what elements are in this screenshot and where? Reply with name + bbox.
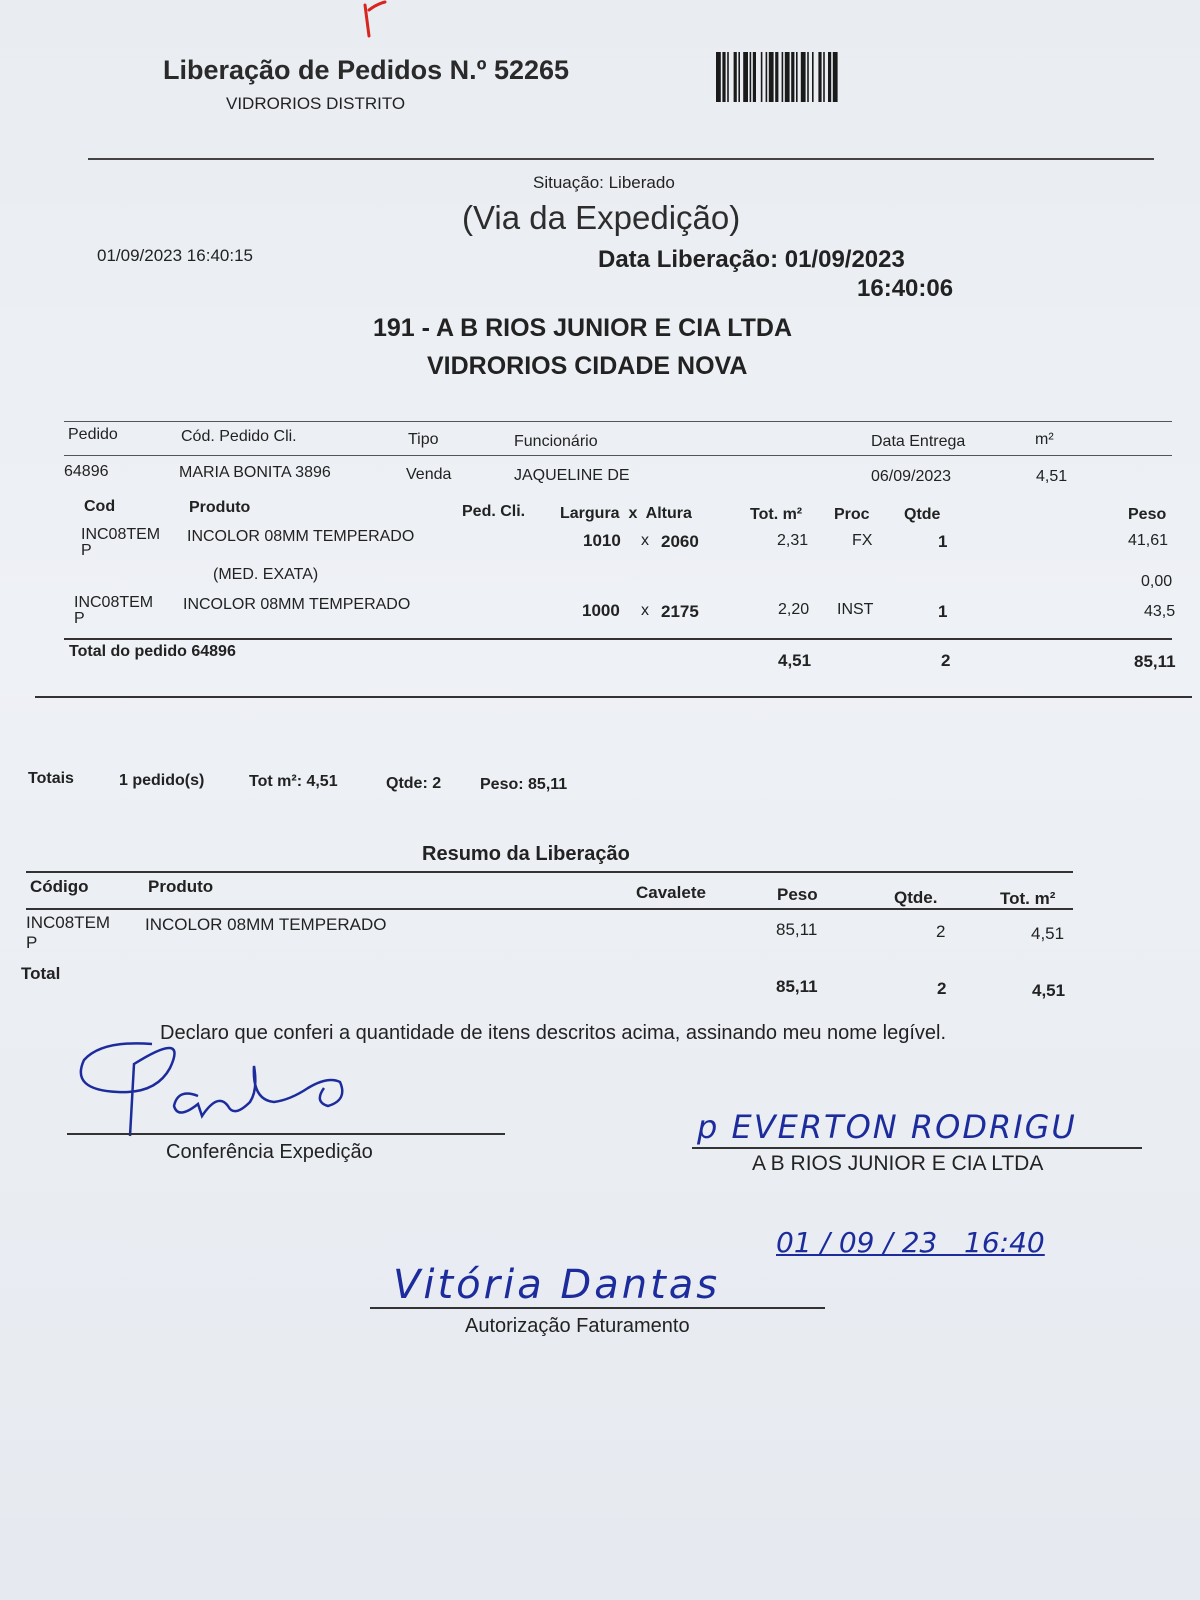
item-2-proc: INST	[837, 601, 874, 618]
signature-conferencia	[78, 1036, 418, 1136]
release-date: Data Liberação: 01/09/2023	[598, 246, 905, 273]
order-table-top-line	[64, 421, 1172, 422]
col-data-entrega-header: Data Entrega	[871, 433, 966, 450]
summary-tot-m2-header: Tot. m²	[1000, 889, 1056, 908]
release-time: 16:40:06	[857, 275, 954, 302]
item-1-altura: 2060	[661, 532, 699, 551]
summary-produto-header: Produto	[148, 877, 214, 896]
item-2-largura: 1000	[582, 601, 620, 620]
autorizacao-sign-line	[370, 1307, 825, 1309]
summary-row-qtde: 2	[936, 922, 946, 941]
signature-conferencia-name	[228, 1056, 231, 1057]
document-title: Liberação de Pedidos N.º 52265	[163, 55, 570, 85]
item-2-peso: 43,5	[1144, 603, 1176, 620]
order-section-bottom-line	[35, 696, 1192, 698]
summary-qtde-header: Qtde.	[894, 888, 938, 907]
barcode	[716, 52, 904, 104]
item-note-peso: 0,00	[1141, 573, 1173, 590]
signature-date: 01 / 09 / 23 16:40	[776, 1226, 1045, 1259]
item-1-x: x	[641, 532, 649, 549]
item-1-largura: 1010	[583, 531, 621, 550]
summary-total-label: Total	[21, 964, 61, 983]
summary-row-produto: INCOLOR 08MM TEMPERADO	[145, 915, 387, 934]
item-2-x: x	[641, 602, 649, 619]
summary-total-peso: 85,11	[776, 977, 818, 996]
item-2-tot-m2: 2,20	[778, 601, 810, 618]
totals-pedidos: 1 pedido(s)	[119, 772, 205, 789]
order-pedido: 64896	[64, 463, 109, 480]
item-1-proc: FX	[852, 532, 873, 549]
header-divider	[88, 158, 1154, 160]
item-2-cod: INC08TEM	[74, 594, 154, 611]
order-data-entrega: 06/09/2023	[871, 468, 952, 485]
item-1-tot-m2: 2,31	[777, 532, 809, 549]
item-note: (MED. EXATA)	[213, 566, 319, 583]
col-tipo-header: Tipo	[408, 431, 439, 448]
summary-row-tot-m2: 4,51	[1031, 924, 1065, 943]
totals-label: Totais	[28, 770, 74, 787]
totals-m2: Tot m²: 4,51	[249, 773, 338, 790]
order-total-qtde: 2	[941, 651, 951, 670]
item-cod-header: Cod	[84, 498, 116, 515]
item-1-qtde: 1	[938, 532, 948, 551]
conferencia-label: Conferência Expedição	[166, 1141, 373, 1163]
order-total-label: Total do pedido 64896	[69, 643, 236, 660]
item-1-produto: INCOLOR 08MM TEMPERADO	[187, 528, 415, 545]
item-peso-header: Peso	[1128, 506, 1167, 523]
company-label: A B RIOS JUNIOR E CIA LTDA	[752, 1152, 1044, 1175]
item-2-qtde: 1	[938, 602, 948, 621]
summary-total-qtde: 2	[937, 979, 947, 998]
item-qtde-header: Qtde	[904, 506, 941, 523]
summary-cavalete-header: Cavalete	[636, 883, 706, 902]
signature-autorizacao: Vitória Dantas	[393, 1262, 721, 1308]
order-tipo: Venda	[406, 466, 452, 483]
customer-store: VIDRORIOS CIDADE NOVA	[427, 352, 748, 380]
summary-row-cod: INC08TEM	[26, 913, 111, 932]
item-1-cod: INC08TEM	[81, 526, 161, 543]
order-funcionario: JAQUELINE DE	[514, 467, 630, 484]
company-sign-line	[692, 1147, 1142, 1149]
summary-title: Resumo da Liberação	[422, 843, 630, 865]
order-cod-pedido-cli: MARIA BONITA 3896	[179, 464, 331, 481]
summary-row-peso: 85,11	[776, 920, 818, 939]
order-total-line	[64, 638, 1172, 640]
col-m2-header: m²	[1035, 431, 1054, 448]
red-pen-mark	[355, 0, 385, 40]
summary-row-cod-cont: P	[26, 933, 38, 952]
item-2-produto: INCOLOR 08MM TEMPERADO	[183, 596, 411, 613]
totals-peso: Peso: 85,11	[480, 776, 568, 793]
col-cod-pedido-cli-header: Cód. Pedido Cli.	[181, 428, 297, 445]
item-produto-header: Produto	[189, 499, 251, 516]
item-2-cod-cont: P	[74, 610, 85, 627]
item-ped-cli-header: Ped. Cli.	[462, 503, 526, 520]
totals-qtde: Qtde: 2	[386, 775, 442, 792]
col-pedido-header: Pedido	[68, 426, 118, 443]
col-funcionario-header: Funcionário	[514, 433, 598, 450]
signature-company: p EVERTON RODRIGU	[697, 1108, 1077, 1146]
customer-name: 191 - A B RIOS JUNIOR E CIA LTDA	[373, 314, 793, 342]
via-text: (Via da Expedição)	[462, 199, 741, 236]
item-2-altura: 2175	[661, 602, 699, 621]
order-m2: 4,51	[1036, 468, 1068, 485]
item-tot-m2-header: Tot. m²	[750, 506, 803, 523]
declaration-text: Declaro que conferi a quantidade de itens descritos acima, assinando meu nome legível.	[160, 1022, 947, 1044]
status-text: Situação: Liberado	[533, 173, 675, 192]
item-1-cod-cont: P	[81, 542, 92, 559]
print-datetime: 01/09/2023 16:40:15	[97, 246, 253, 265]
item-dims-header: Largura x Altura	[560, 505, 692, 522]
summary-top-line	[26, 871, 1073, 873]
summary-peso-header: Peso	[777, 885, 818, 904]
order-header-line	[64, 455, 1172, 456]
item-1-peso: 41,61	[1128, 532, 1169, 549]
conferencia-sign-line	[67, 1133, 505, 1135]
summary-total-m2: 4,51	[1032, 981, 1066, 1000]
item-proc-header: Proc	[834, 506, 870, 523]
order-total-m2: 4,51	[778, 651, 812, 670]
summary-codigo-header: Código	[30, 877, 89, 896]
order-total-peso: 85,11	[1134, 652, 1176, 671]
company-name: VIDRORIOS DISTRITO	[226, 94, 406, 113]
autorizacao-label: Autorização Faturamento	[465, 1315, 690, 1337]
summary-header-line	[26, 908, 1073, 910]
